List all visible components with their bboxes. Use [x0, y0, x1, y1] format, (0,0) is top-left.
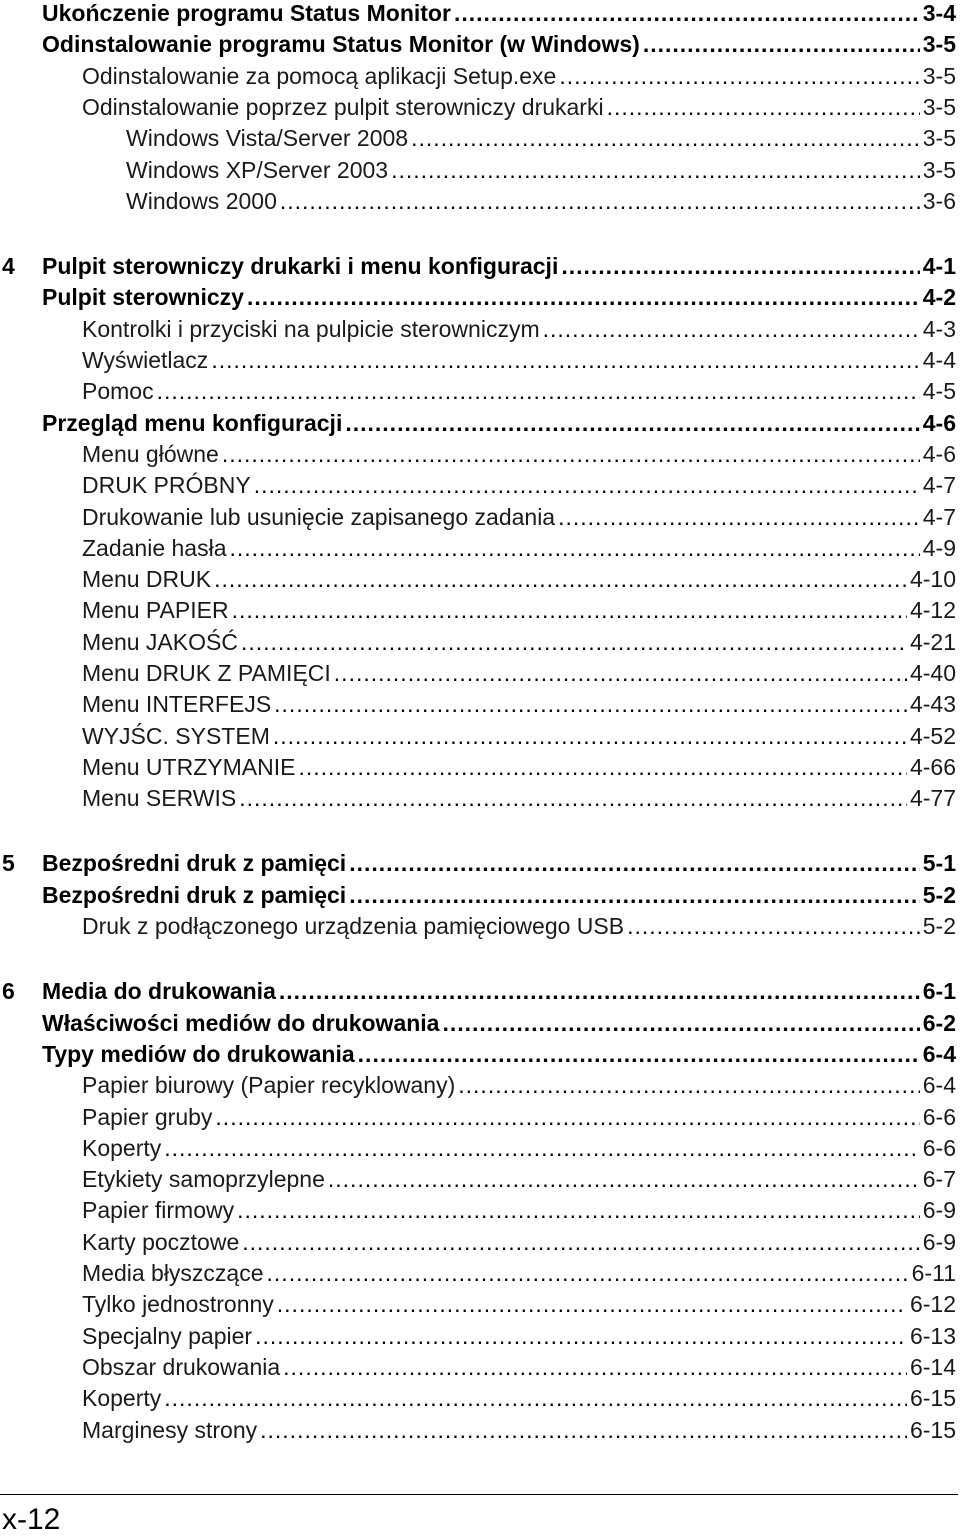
- toc-entry[interactable]: [82, 469, 956, 501]
- dot-leader: [558, 501, 920, 533]
- toc-entry-title: Menu DRUK Z PAMIĘCI: [82, 660, 331, 686]
- dot-leader: [280, 185, 920, 217]
- toc-entry-page: 5-1: [922, 850, 956, 876]
- toc-entry-page: 4-5: [922, 378, 956, 404]
- dot-leader: [241, 626, 907, 658]
- dot-leader: [454, 0, 920, 29]
- toc-entry-title: Druk z podłączonego urządzenia pamięciowego USB: [82, 913, 625, 939]
- toc-entry[interactable]: [82, 1069, 956, 1101]
- dot-leader: [254, 469, 920, 501]
- dot-leader: [215, 1101, 919, 1133]
- toc-entry-page: 6-13: [909, 1323, 956, 1349]
- toc-entry[interactable]: [82, 1163, 956, 1195]
- dot-leader: [627, 910, 920, 942]
- toc-entry-title: Odinstalowanie poprzez pulpit sterowniczy drukarki: [82, 94, 604, 120]
- toc-entry-page: 4-6: [922, 441, 956, 467]
- toc-entry-page: 3-5: [922, 63, 956, 89]
- dot-leader: [242, 1226, 920, 1258]
- toc-entry-title: Papier gruby: [82, 1104, 213, 1130]
- toc-entry[interactable]: [42, 250, 956, 282]
- dot-leader: [222, 438, 920, 470]
- toc-entry-title: DRUK PRÓBNY: [82, 472, 251, 498]
- toc-entry[interactable]: [82, 751, 956, 783]
- toc-entry-title: Koperty: [82, 1385, 162, 1411]
- toc-entry-title: Właściwości mediów do drukowania: [42, 1010, 440, 1036]
- toc-entry-title: Pulpit sterowniczy drukarki i menu konfiguracji: [42, 253, 559, 279]
- toc-entry-page: 5-2: [922, 882, 956, 908]
- toc-entry[interactable]: [82, 782, 956, 814]
- footer-page-number: x-12: [2, 1503, 61, 1536]
- toc-entry[interactable]: [82, 438, 956, 470]
- toc-entry-page: 4-12: [909, 597, 956, 623]
- toc-entry-page: 6-14: [909, 1354, 956, 1380]
- toc-entry-page: 3-4: [922, 0, 956, 26]
- dot-leader: [214, 563, 907, 595]
- toc-entry[interactable]: [82, 344, 956, 376]
- dot-leader: [247, 281, 920, 313]
- toc-entry[interactable]: [82, 626, 956, 658]
- toc-entry-page: 4-3: [922, 316, 956, 342]
- dot-leader: [279, 975, 920, 1007]
- toc-entry-page: 6-15: [909, 1417, 956, 1443]
- toc-entry[interactable]: [82, 1382, 956, 1414]
- toc-entry-title: Specjalny papier: [82, 1323, 253, 1349]
- toc-entry[interactable]: [82, 375, 956, 407]
- toc-entry-page: 3-6: [922, 188, 956, 214]
- dot-leader: [255, 1320, 907, 1352]
- dot-leader: [274, 688, 907, 720]
- toc-entry-page: 4-66: [909, 754, 956, 780]
- dot-leader: [283, 1351, 907, 1383]
- toc-entry-title: Pulpit sterowniczy: [42, 284, 244, 310]
- toc-entry-title: Wyświetlacz: [82, 347, 209, 373]
- toc-entry-title: Drukowanie lub usunięcie zapisanego zadania: [82, 504, 556, 530]
- dot-leader: [164, 1132, 919, 1164]
- toc-entry-title: Etykiety samoprzylepne: [82, 1166, 325, 1192]
- toc-entry-title: Windows XP/Server 2003: [126, 157, 389, 183]
- dot-leader: [267, 1257, 909, 1289]
- toc-entry[interactable]: [82, 563, 956, 595]
- dot-leader: [232, 594, 907, 626]
- toc-entry[interactable]: [42, 1038, 956, 1070]
- toc-entry-page: 6-4: [922, 1072, 956, 1098]
- toc-entry-title: Bezpośredni druk z pamięci: [42, 882, 347, 908]
- toc-entry[interactable]: [126, 122, 956, 154]
- toc-entry[interactable]: [82, 501, 956, 533]
- toc-entry-page: 6-4: [922, 1041, 956, 1067]
- toc-entry-page: 6-15: [909, 1385, 956, 1411]
- toc-entry[interactable]: [42, 975, 956, 1007]
- toc-entry-page: 4-21: [909, 629, 956, 655]
- toc-entry-page: 4-1: [922, 253, 956, 279]
- toc-entry-page: 4-43: [909, 691, 956, 717]
- toc-entry[interactable]: [82, 1257, 956, 1289]
- toc-entry[interactable]: [82, 532, 956, 564]
- toc-entry[interactable]: [82, 910, 956, 942]
- toc-entry-page: 6-7: [922, 1166, 956, 1192]
- toc-entry[interactable]: [82, 657, 956, 689]
- toc-entry[interactable]: [42, 1007, 956, 1039]
- toc-entry-page: 6-12: [909, 1291, 956, 1317]
- toc-entry[interactable]: [42, 0, 956, 29]
- dot-leader: [543, 313, 920, 345]
- toc-entry-title: Pomoc: [82, 378, 154, 404]
- toc-entry-page: 4-10: [909, 566, 956, 592]
- toc-entry[interactable]: [126, 154, 956, 186]
- dot-leader: [260, 1414, 907, 1446]
- footer-rule: [0, 1494, 958, 1495]
- dot-leader: [345, 407, 919, 439]
- toc-entry-title: Typy mediów do drukowania: [42, 1041, 355, 1067]
- toc-entry-title: Media do drukowania: [42, 978, 276, 1004]
- dot-leader: [607, 91, 920, 123]
- toc-entry[interactable]: [82, 1414, 956, 1446]
- toc-entry-title: Papier biurowy (Papier recyklowany): [82, 1072, 456, 1098]
- dot-leader: [411, 122, 920, 154]
- dot-leader: [239, 782, 907, 814]
- dot-leader: [334, 657, 907, 689]
- toc-entry-title: Ukończenie programu Status Monitor: [42, 0, 451, 26]
- toc-entry[interactable]: [82, 1351, 956, 1383]
- dot-leader: [164, 1382, 907, 1414]
- toc-entry[interactable]: [42, 407, 956, 439]
- dot-leader: [358, 1038, 920, 1070]
- toc-entry-title: Bezpośredni druk z pamięci: [42, 850, 347, 876]
- toc-entry-page: 6-9: [922, 1229, 956, 1255]
- toc-entry-title: Kontrolki i przyciski na pulpicie sterowniczym: [82, 316, 540, 342]
- toc-entry-page: 6-6: [922, 1135, 956, 1161]
- dot-leader: [643, 28, 920, 60]
- toc-entry[interactable]: [126, 185, 956, 217]
- toc-entry[interactable]: [82, 1194, 956, 1226]
- toc-entry[interactable]: [42, 281, 956, 313]
- dot-leader: [561, 250, 919, 282]
- toc-entry[interactable]: [82, 1288, 956, 1320]
- toc-entry[interactable]: [82, 60, 956, 92]
- chapter-number: 4: [2, 253, 15, 279]
- dot-leader: [298, 751, 907, 783]
- toc-entry-page: 6-2: [922, 1010, 956, 1036]
- toc-entry[interactable]: [82, 313, 956, 345]
- toc-entry-page: 4-6: [922, 410, 956, 436]
- toc-entry-title: Windows 2000: [126, 188, 277, 214]
- toc-entry-title: Menu główne: [82, 441, 219, 467]
- toc-entry[interactable]: [42, 879, 956, 911]
- dot-leader: [237, 1194, 920, 1226]
- dot-leader: [230, 532, 920, 564]
- toc-entry[interactable]: [82, 720, 956, 752]
- toc-entry-page: 4-7: [922, 472, 956, 498]
- toc-entry[interactable]: [82, 91, 956, 123]
- dot-leader: [349, 879, 920, 911]
- toc-entry-title: Menu DRUK: [82, 566, 212, 592]
- dot-leader: [157, 375, 920, 407]
- dot-leader: [277, 1288, 907, 1320]
- toc-entry-page: 6-9: [922, 1197, 956, 1223]
- toc-entry-title: Odinstalowanie za pomocą aplikacji Setup.exe: [82, 63, 557, 89]
- toc-entry[interactable]: [82, 594, 956, 626]
- toc-entry-page: 4-4: [922, 347, 956, 373]
- dot-leader: [349, 847, 920, 879]
- toc-entry-title: Przegląd menu konfiguracji: [42, 410, 343, 436]
- toc-entry-title: Menu SERWIS: [82, 785, 237, 811]
- toc-entry-page: 4-52: [909, 723, 956, 749]
- toc-entry-title: Windows Vista/Server 2008: [126, 125, 409, 151]
- toc-entry-page: 4-2: [922, 284, 956, 310]
- toc-entry[interactable]: [82, 1226, 956, 1258]
- toc-entry-title: Koperty: [82, 1135, 162, 1161]
- toc-entry[interactable]: [82, 688, 956, 720]
- toc-entry-page: 6-6: [922, 1104, 956, 1130]
- toc-entry-page: 6-11: [911, 1260, 956, 1286]
- toc-entry-title: Menu UTRZYMANIE: [82, 754, 296, 780]
- toc-entry-title: Tylko jednostronny: [82, 1291, 274, 1317]
- dot-leader: [211, 344, 919, 376]
- dot-leader: [273, 720, 907, 752]
- toc-entry[interactable]: [82, 1132, 956, 1164]
- dot-leader: [458, 1069, 919, 1101]
- toc-entry-page: 3-5: [922, 94, 956, 120]
- toc-entry[interactable]: [42, 28, 956, 60]
- dot-leader: [328, 1163, 920, 1195]
- toc-entry-page: 4-40: [909, 660, 956, 686]
- toc-entry-title: Karty pocztowe: [82, 1229, 240, 1255]
- toc-entry-page: 4-77: [909, 785, 956, 811]
- toc-entry-title: Odinstalowanie programu Status Monitor (w Windows): [42, 31, 640, 57]
- toc-entry-title: Menu PAPIER: [82, 597, 229, 623]
- toc-entry[interactable]: [82, 1101, 956, 1133]
- toc-entry-page: 5-2: [922, 913, 956, 939]
- chapter-number: 5: [2, 850, 15, 876]
- dot-leader: [442, 1007, 919, 1039]
- toc-entry[interactable]: [82, 1320, 956, 1352]
- toc-entry-title: WYJŚC. SYSTEM: [82, 723, 270, 749]
- chapter-number: 6: [2, 978, 15, 1004]
- toc-entry-title: Marginesy strony: [82, 1417, 258, 1443]
- dot-leader: [391, 154, 920, 186]
- toc-entry-page: 3-5: [922, 31, 956, 57]
- toc-entry-page: 6-1: [922, 978, 956, 1004]
- toc-entry[interactable]: [42, 847, 956, 879]
- toc-entry-title: Media błyszczące: [82, 1260, 264, 1286]
- toc-entry-title: Obszar drukowania: [82, 1354, 281, 1380]
- toc-entry-page: 3-5: [922, 157, 956, 183]
- toc-entry-page: 4-9: [922, 535, 956, 561]
- dot-leader: [559, 60, 919, 92]
- toc-entry-title: Papier firmowy: [82, 1197, 235, 1223]
- toc-entry-title: Menu JAKOŚĆ: [82, 629, 238, 655]
- toc-entry-title: Zadanie hasła: [82, 535, 227, 561]
- toc-entry-page: 3-5: [922, 125, 956, 151]
- toc-entry-page: 4-7: [922, 504, 956, 530]
- toc-entry-title: Menu INTERFEJS: [82, 691, 272, 717]
